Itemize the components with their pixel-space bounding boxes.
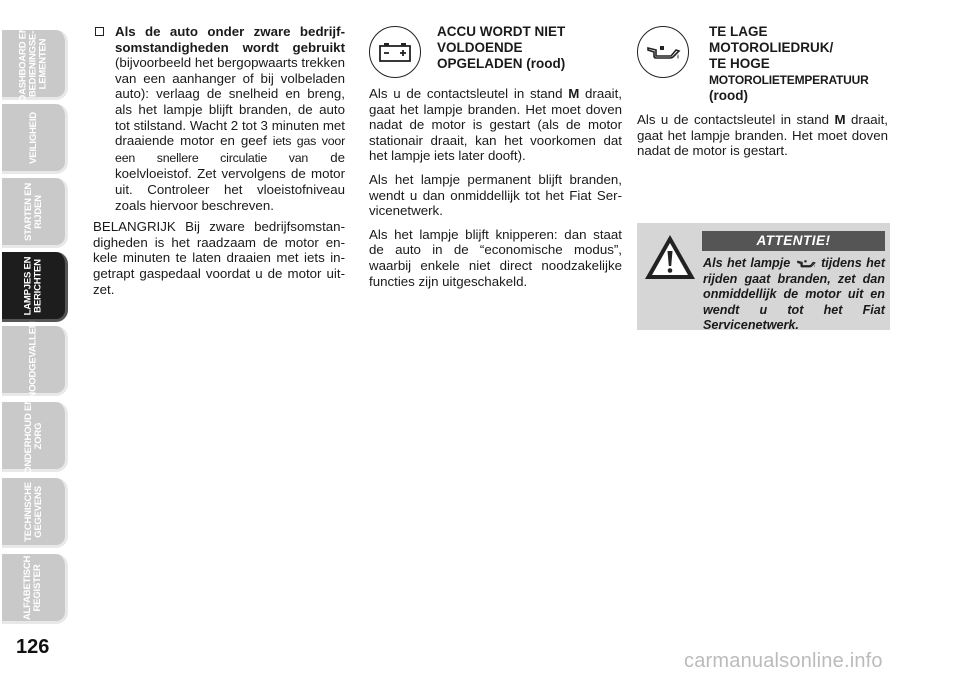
heading-line: ACCU WORDT NIET — [437, 24, 566, 39]
section-heading — [369, 24, 622, 78]
text: Als u de contactsleutel in stand — [369, 86, 563, 101]
text: Als u de contactsleutel in stand — [637, 112, 830, 127]
bullet-text: (bijvoorbeeld het bergopwaarts trekken van een aanhanger of bij volbeladen auto): verlaag de snelheid en breng, als het lampje blijft branden, de auto tot stilstand. Wacht 2 tot 3 minuten met draaiende motor en geef — [115, 55, 345, 149]
tab-label: STARTEN EN — [22, 182, 34, 241]
page-number: 126 — [16, 636, 50, 658]
bullet-text-small: iets gas voor een snellere circulatie van — [115, 134, 345, 165]
tab-label: BEDIENINGSE- — [27, 30, 39, 97]
attention-title: ATTENTIE! — [702, 231, 885, 251]
text: tijdens het rijden gaat branden, zet dan onmiddellijk de motor uit en wendt u tot het Fiat Servicenetwerk. — [703, 256, 886, 332]
footer-watermark-url: carmanualsonline.info — [684, 650, 883, 672]
tab-label: TECHNISCHE — [22, 481, 34, 542]
tab-label: REGISTER — [32, 564, 44, 611]
oil-can-icon — [637, 26, 689, 78]
tab-label: VEILIGHEID — [27, 111, 39, 164]
tab-label: LEMENTEN — [37, 38, 49, 89]
tab-label: BERICHTEN — [32, 258, 44, 313]
tab-starten[interactable] — [2, 178, 68, 248]
attention-text — [645, 256, 885, 334]
tab-dashboard[interactable] — [2, 25, 68, 102]
text: draait, gaat het lampje branden. Het moet doven nadat de motor is gestart (als de motor stationair draait, kan het voorkomen dat het lampje iets later dooft). — [369, 86, 622, 164]
section-heading — [637, 24, 888, 104]
tab-label: DASHBOARD EN — [17, 25, 29, 102]
tab-label: LAMPJES EN — [22, 256, 34, 315]
tab-register[interactable] — [2, 554, 68, 624]
tab-label: ONDERHOUD EN — [22, 397, 34, 474]
text: draait, gaat het lampje branden. Het moet doven nadat de motor is gestart. — [637, 112, 888, 159]
tab-lampjes[interactable] — [2, 252, 68, 322]
key-position: M — [834, 112, 846, 127]
heading-color: (rood) — [709, 88, 748, 103]
chapter-sidebar — [0, 0, 72, 640]
checkbox-bullet-icon — [95, 27, 104, 36]
text: Als het lampje — [703, 256, 791, 270]
attention-box — [637, 223, 890, 330]
heading-line: TE HOGE — [709, 56, 770, 71]
paragraph: Als het lampje blijft knipperen: dan staat de auto in de “economische modus”, waarbij enkele niet direct noodzakelijke functies zijn uitgeschakeld. — [369, 226, 622, 289]
bullet-text-end: de koelvloeistof. Zet vervolgens de motor uit. Controleer het vloeistofniveau zoals hiervoor beschreven. — [115, 149, 345, 213]
key-position: M — [568, 86, 580, 101]
column-2 — [369, 24, 622, 297]
tab-noodgevallen[interactable] — [2, 320, 68, 399]
heading-color: (rood) — [526, 56, 566, 71]
bullet-bold-text: Als de auto onder zware bedrijfsomstandigheden wordt gebruikt — [115, 24, 345, 55]
heading-line: MOTOROLIEDRUK/ — [709, 40, 834, 55]
tab-label: NOODGEVALLEN — [27, 320, 39, 399]
heading-line: MOTOROLIETEMPERATUUR — [709, 73, 869, 87]
paragraph — [369, 86, 622, 164]
column-1 — [93, 24, 345, 305]
column-3 — [637, 24, 888, 167]
paragraph — [637, 112, 888, 159]
tab-onderhoud[interactable] — [2, 397, 68, 474]
tab-veiligheid[interactable] — [2, 104, 68, 174]
tab-label: GEGEVENS — [32, 485, 44, 538]
battery-icon — [369, 26, 421, 78]
heading-line: OPGELADEN — [437, 56, 523, 71]
important-note: BELANGRIJK Bij zware bedrijfsomstandigheden is het raadzaam de motor enkele minuten te laten draaien met iets ingetrapt gaspedaal voordat u de motor uitzet. — [93, 219, 345, 297]
tab-label: RIJDEN — [32, 194, 44, 229]
tab-technische[interactable] — [2, 478, 68, 548]
tab-label: ALFABETISCH — [22, 555, 34, 620]
heading-line: TE LAGE — [709, 24, 768, 39]
paragraph: Als het lampje permanent blijft branden, wendt u dan onmiddellijk tot het Fiat Servicenetwerk. — [369, 171, 622, 219]
heading-line: VOLDOENDE — [437, 40, 523, 55]
oil-can-icon — [795, 258, 817, 269]
bullet-item — [93, 24, 345, 213]
tab-label: ZORG — [32, 422, 44, 449]
